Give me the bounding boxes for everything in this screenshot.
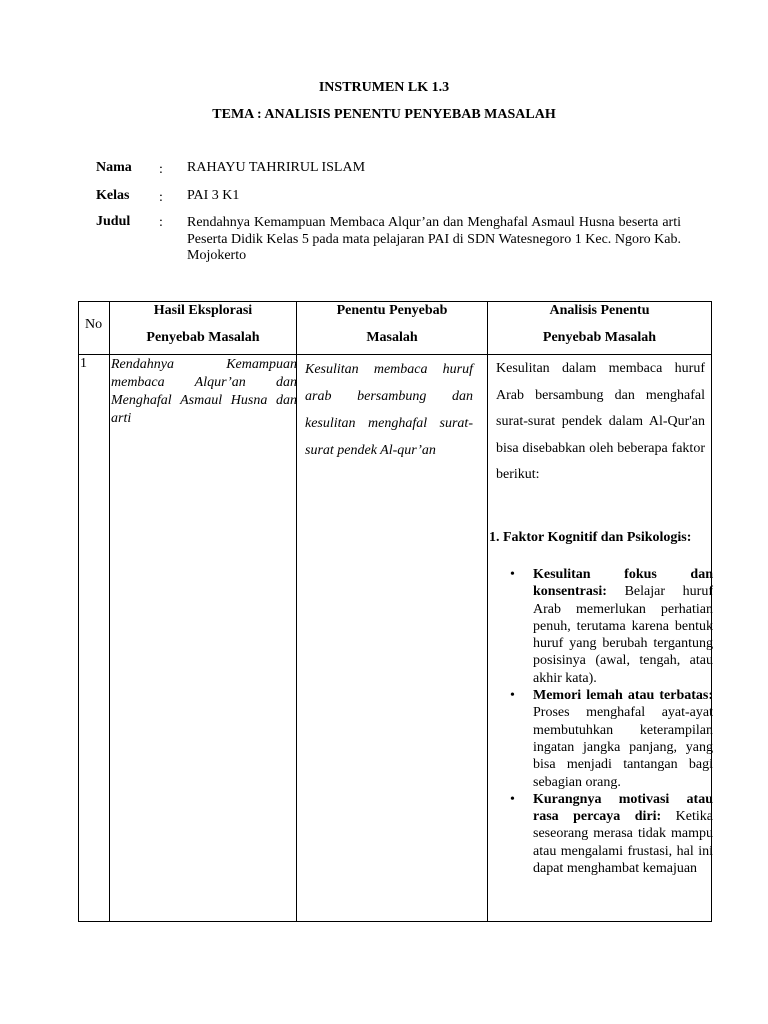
bullet-text: Ketika seseorang merasa tidak mampu atau mengalami frustasi, hal ini dapat menghambat kemajuan bbox=[533, 809, 713, 877]
kelas-value: PAI 3 K1 bbox=[187, 188, 240, 203]
row-number: 1 bbox=[80, 356, 87, 371]
bullet-bold: Kesulitan fokus dan konsentrasi: bbox=[533, 567, 713, 600]
header-exploration-line2: Penyebab Masalah bbox=[146, 330, 260, 345]
table-divider bbox=[79, 354, 711, 355]
factor-bullet-list bbox=[510, 566, 713, 877]
header-analysis: Analisis Penentu bbox=[549, 303, 650, 318]
judul-value: Rendahnya Kemampuan Membaca Alqur’an dan Menghafal Asmaul Husna beserta arti Peserta Didik Kelas 5 pada mata pelajaran PAI di SDN Watesnegoro 1 Kec. Ngoro Kab. Mojokerto bbox=[187, 215, 681, 263]
nama-label: Nama bbox=[96, 160, 132, 175]
table-divider bbox=[487, 302, 488, 921]
list-item bbox=[510, 566, 713, 687]
bullet-icon: • bbox=[510, 791, 515, 807]
document-theme: TEMA : ANALISIS PENENTU PENYEBAB MASALAH bbox=[212, 107, 556, 122]
list-item bbox=[510, 687, 713, 791]
determinant-cell: Kesulitan membaca huruf arab bersambung dan kesulitan menghafal surat-surat pendek Al-qur’an bbox=[305, 362, 473, 458]
header-analysis-line2: Penyebab Masalah bbox=[542, 330, 657, 345]
judul-label: Judul bbox=[96, 214, 131, 229]
bullet-icon: • bbox=[510, 688, 515, 704]
kelas-colon: : bbox=[159, 190, 163, 205]
bullet-text: Proses menghafal ayat-ayat membutuhkan keterampilan ingatan jangka panjang, yang bisa menjadi tantangan bagi sebagian orang. bbox=[533, 705, 713, 790]
header-determinant: Penentu Penyebab bbox=[336, 303, 448, 318]
analysis-intro: Kesulitan dalam membaca huruf Arab bersambung dan menghafal surat-surat pendek dalam Al-Qur'an bisa disebabkan oleh beberapa faktor berikut: bbox=[496, 361, 705, 482]
judul-colon: : bbox=[159, 215, 163, 230]
header-exploration: Hasil Eksplorasi bbox=[153, 303, 253, 318]
bullet-text: Belajar huruf Arab memerlukan perhatian penuh, terutama karena bentuk huruf yang berubah tergantung posisinya (awal, tengah, atau akhir kata). bbox=[533, 584, 713, 686]
bullet-bold: Kurangnya motivasi atau rasa percaya diri: bbox=[533, 791, 713, 825]
bullet-bold: Memori lemah atau terbatas: bbox=[533, 688, 713, 704]
header-determinant-line2: Masalah bbox=[366, 330, 418, 345]
header-no: No bbox=[85, 317, 103, 332]
nama-value: RAHAYU TAHRIRUL ISLAM bbox=[187, 160, 366, 175]
analysis-table bbox=[78, 301, 712, 922]
document-title: INSTRUMEN LK 1.3 bbox=[318, 80, 450, 95]
factor-heading: 1. Faktor Kognitif dan Psikologis: bbox=[489, 530, 692, 545]
bullet-icon: • bbox=[510, 567, 515, 582]
nama-colon: : bbox=[159, 162, 163, 177]
table-divider bbox=[109, 302, 110, 921]
list-item bbox=[510, 791, 713, 877]
exploration-cell: Rendahnya Kemampuan membaca Alqur’an dan Menghafal Asmaul Husna dan arti bbox=[111, 357, 297, 426]
kelas-label: Kelas bbox=[96, 188, 130, 203]
